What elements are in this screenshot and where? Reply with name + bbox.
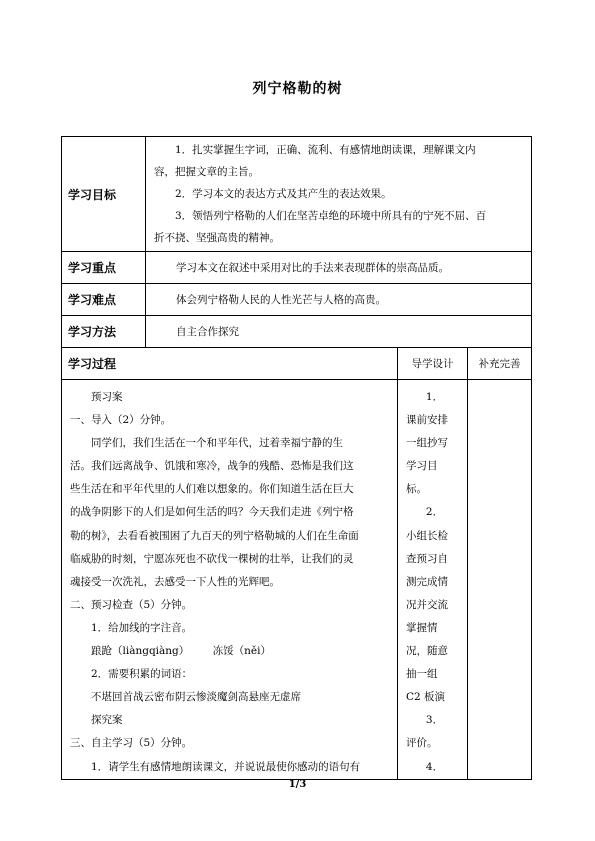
guide-line: C2 板演: [406, 691, 446, 704]
objectives-label: 学习目标: [62, 137, 146, 252]
supplement-content: [468, 380, 532, 780]
process-line: 2．需要积累的词语：: [91, 668, 193, 681]
process-line: 的战争阴影下的人们是如何生活的吗？今天我们走进《列宁格: [70, 506, 354, 519]
process-line: 魂接受一次洗礼，去感受一下人性的光辉吧。: [70, 575, 280, 588]
guide-line: 3．: [425, 714, 444, 727]
lesson-plan-table: [61, 136, 532, 780]
objective-line: 1．扎实掌握生字词，正确、流利、有感情地朗读课，理解课文内: [175, 144, 476, 156]
supplement-header: 补充完善: [468, 348, 532, 380]
guide-line: 抽一组: [406, 668, 438, 681]
process-line: 踉跄（liàngqiàng） 冻馁（něi）: [91, 645, 271, 658]
process-line: 三、自主学习（5）分钟。: [70, 737, 193, 750]
method-label: 学习方法: [62, 316, 146, 348]
guide-line: 4．: [425, 760, 444, 773]
process-body-row: [62, 380, 532, 780]
process-line: 1．给加线的字注音。: [91, 621, 193, 634]
process-line: 同学们，我们生活在一个和平年代，过着幸福宁静的生: [91, 437, 343, 450]
page-number: 1/3: [288, 779, 307, 790]
key-point-text: 学习本文在叙述中采用对比的手法来表现群体的崇高品质。: [146, 252, 532, 284]
guide-line: 掌握情: [406, 621, 438, 634]
objective-line: 折不挠、坚强高贵的精神。: [154, 232, 280, 244]
process-line: 活。我们远离战争、饥饿和寒冷，战争的残酷、恐怖是我们这: [70, 460, 354, 473]
objective-line: 3．领悟列宁格勒的人们在坚苦卓绝的环境中所具有的宁死不屈、百: [175, 210, 487, 222]
guide-line: 学习目: [406, 460, 438, 473]
guide-line: 课前安排: [406, 414, 448, 427]
difficulty-label: 学习难点: [62, 284, 146, 316]
process-line: 二、预习检查（5）分钟。: [70, 598, 193, 611]
guide-header: 导学设计: [398, 348, 468, 380]
guide-line: 测完成情: [406, 575, 448, 588]
process-line: 预习案: [91, 391, 123, 403]
difficulty-row: [62, 284, 532, 316]
process-header-row: [62, 348, 532, 380]
process-line: 一、导入（2）分钟。: [70, 414, 172, 427]
process-label: 学习过程: [62, 348, 398, 380]
difficulty-text: 体会列宁格勒人民的人性光芒与人格的高贵。: [146, 284, 532, 316]
guide-line: 评价。: [406, 737, 438, 750]
guide-line: 小组长检: [406, 529, 448, 542]
key-point-label: 学习重点: [62, 252, 146, 284]
objectives-row: [62, 137, 532, 252]
guide-content: [398, 380, 468, 780]
process-line: 不堪回首战云密布阴云惨淡魔剑高悬座无虚席: [91, 691, 301, 704]
guide-line: 况并交流: [406, 598, 448, 611]
method-text: 自主合作探究: [146, 316, 532, 348]
guide-line: 况，随意: [406, 645, 448, 658]
guide-line: 查预习自: [406, 552, 448, 565]
process-line: 探究案: [91, 714, 123, 727]
guide-line: 一组抄写: [406, 437, 448, 450]
method-row: [62, 316, 532, 348]
process-line: 些生活在和平年代里的人们难以想象的。你们知道生活在巨大: [70, 483, 354, 496]
guide-line: 2．: [425, 506, 444, 519]
document-title: 列宁格勒的树: [252, 81, 343, 97]
process-line: 1．请学生有感情地朗读课文，并说说最使你感动的语句有: [91, 760, 361, 773]
guide-line: 1．: [425, 391, 444, 403]
objectives-content: [146, 137, 532, 252]
guide-line: 标。: [406, 483, 427, 496]
objective-line: 2．学习本文的表达方式及其产生的表达效果。: [175, 188, 392, 200]
process-line: 勒的树》，去看看被围困了九百天的列宁格勒城的人们在生命面: [70, 529, 359, 542]
process-content: [62, 380, 398, 780]
key-point-row: [62, 252, 532, 284]
objective-line: 容，把握文章的主旨。: [154, 166, 259, 178]
process-line: 临威胁的时刻，宁愿冻死也不砍伐一棵树的壮举，让我们的灵: [70, 552, 354, 565]
